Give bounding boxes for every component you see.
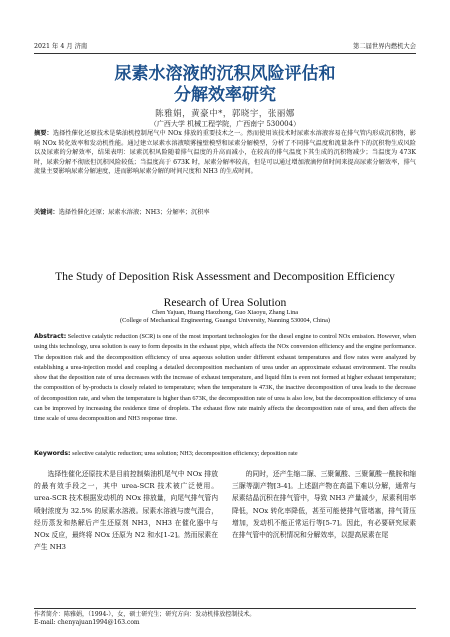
body-text [34,468,416,553]
chinese-abstract-text: 选择性催化还原技术是柴油机控制尾气中 NOx 排放的重要技术之一。然而使用该技术时尿素水溶液容易在排气管内形成沉积物，影响 NOx 转化效率和发动机性能。通过建立尿素水溶液喷雾撞壁模型和尿素分解模型，分析了不同排气温度和流量条件下的沉积物生成风险以及尿素的分解效率，结果表明：尿素沉积风险随着排气温度的升高而减小，在较高的排气温度下其生成的沉积物减少；当温度为 473K 时，尿素分解不彻底但沉积风险较低；当温度高于 673K 时，尿素分解率较高，但是可以通过增加液滴停留时间来提高尿素分解效率，排气流量主要影响尿素分解速度，进而影响尿素分解的时间尺度和 NH3 的生成时间。 [34,130,416,176]
chinese-keywords-label: 关键词： [34,209,59,216]
chinese-authors: 陈雅娟，黄豪中*，郭晓宇，张丽娜 [155,109,295,119]
chinese-title-line2: 分解效率研究 [174,85,276,105]
english-abstract-text: Selective catalytic reduction (SCR) is one of the most important technologies for the diesel engine to control NOx emission. However, when using this technology, urea solution is easy to form deposits in the exhaust pipe, which affects the NOx conversion efficiency and the engine performance. The deposition risk and the decomposition efficiency of urea aqueous solution under different exhaust temperatures and flow rates were analyzed by establishing a urea-injection model and coupling a detailed decomposition mechanism of urea under an approximate exhaust environment. The results show that the deposition rate of urea decreases with the increase of exhaust temperature, and liquid film is even not formed at higher exhaust temperature; the composition of by-products is closely related to temperature; when the temperature is 473K, the inactive decomposition of urea leads to the decrease of decomposition rate, and when the temperature is higher than 673K, the decomposition rate of urea is also low, but the decomposition efficiency of urea can be improved by increasing the residence time of droplets. The exhaust flow rate mainly affects the decomposition rate of urea, and then affects the time scale of urea decomposition and NH3 response time. [34,333,417,423]
footnote-author-info: 作者简介：陈雅娟，（1994-），女，硕士研究生；研究方向：发动机排放控制技术。 [34,611,256,618]
english-authors: Chen Yajuan, Huang Haozhong, Guo Xiaoyu, Zhang Lina [151,309,299,316]
chinese-abstract [34,129,416,177]
english-affiliation: (College of Mechanical Engineering, Guangxi University, Nanning 530004, China) [120,317,330,324]
english-author-block [0,309,450,325]
chinese-abstract-label: 摘要： [34,130,53,137]
author-footnote [34,608,416,627]
body-column-right: 的同时，还产生缩二脲、三聚氰酸、三聚氰酸一酰胺和缩三脲等副产物[3-4]。上述副产物在高温下难以分解，通常与尿素结晶沉积在排气管中，导致 NH3 产量减少，尿素利用率降低，NOx 转化率降低，甚至可能使排气管堵塞，排气背压增加，发动机不能正常运行等[5-7]。因此，有必要研究尿素在排气管中的沉积情况和分解效率，以提高尿素在尾 [232,470,416,540]
chinese-keywords-text: 选择性催化还原；尿素水溶液；NH3；分解率；沉积率 [58,209,210,216]
english-title-line1: The Study of Deposition Risk Assessment and Decomposition Efficiency [55,270,395,283]
running-header [34,43,416,54]
chinese-title-line1: 尿素水溶液的沉积风险评估和 [114,64,336,84]
english-abstract-label: Abstract: [34,333,67,340]
chinese-title [0,64,450,106]
chinese-affiliation: （广西大学 机械工程学院，广西南宁 530004） [149,120,301,128]
english-title-line2: Research of Urea Solution [163,296,287,309]
english-keywords-label: Keywords: [34,450,71,457]
chinese-keywords [34,208,416,217]
footnote-email: E-mail: chenyajuan1994@163.com [34,619,140,626]
header-conference: 第二届世界内燃机大会 [353,43,416,50]
header-date-location: 2021 年 4 月 济南 [34,43,88,50]
english-abstract [34,332,416,425]
english-keywords-text: selective catalytic reduction; urea solution; NH3; decomposition efficiency; deposition rate [72,450,298,457]
body-column-left: 选择性催化还原技术是目前控制柴油机尾气中 NOx 排放的最有效手段之一，其中 urea-SCR 技术被广泛使用。urea-SCR 技术根据发动机的 NOx 排放量，向尾气排气管内喷射浓度为 32.5% 的尿素水溶液。尿素水溶液与废气混合，经历蒸发和热解后产生还原剂 NH3，NH3 在催化器中与 NOx 反应，最终将 NOx 还原为 N2 和水[1-2]。然而尿素在产生 NH3 [34,470,218,552]
english-keywords [34,449,416,458]
